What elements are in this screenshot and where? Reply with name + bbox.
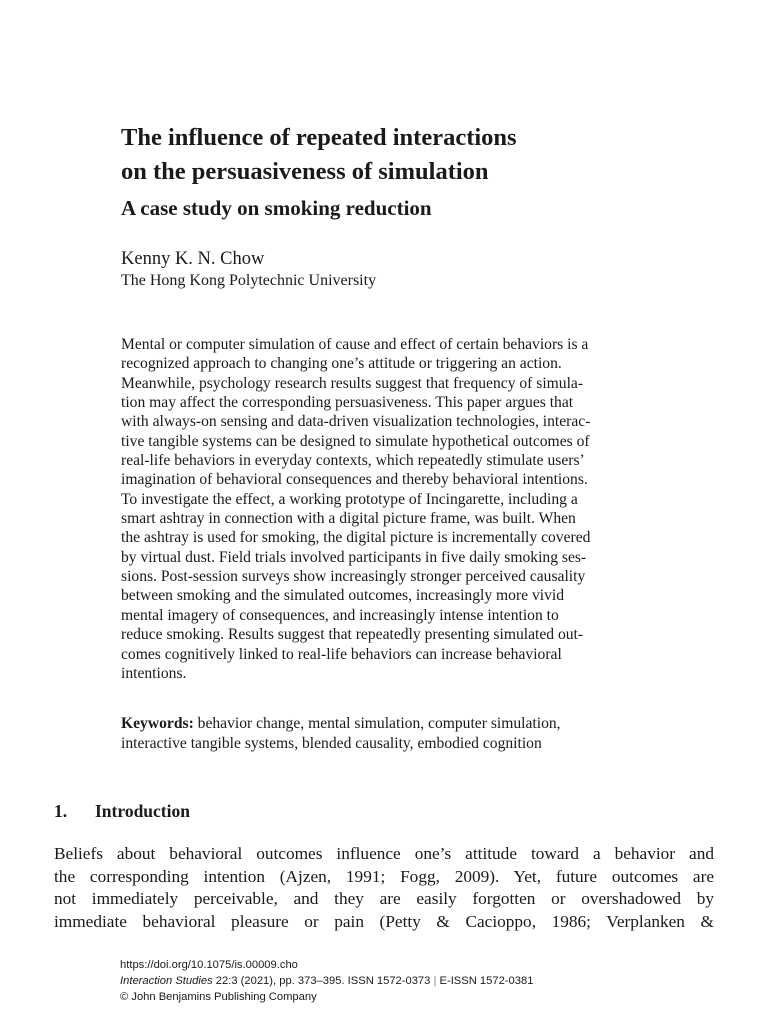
keywords: [121, 714, 681, 753]
body-paragraph: [54, 843, 714, 934]
abstract-line: mental imagery of consequences, and increasingly intense intention to: [121, 606, 559, 624]
eissn: E-ISSN 1572-0381: [439, 975, 534, 987]
citation-line: [120, 973, 533, 989]
abstract-line: imagination of behavioral consequences and thereby behavioral intentions.: [121, 471, 588, 489]
title-line: on the persuasiveness of simulation: [121, 158, 489, 185]
section-number: 1.: [54, 801, 68, 821]
author-name: Kenny K. N. Chow: [121, 249, 265, 269]
copyright-line: © John Benjamins Publishing Company: [120, 991, 317, 1003]
abstract-line: tive tangible systems can be designed to simulate hypothetical outcomes of: [121, 432, 590, 450]
abstract-line: intentions.: [121, 664, 187, 682]
title-line: The influence of repeated interactions: [121, 124, 517, 151]
keywords-text: interactive tangible systems, blended causality, embodied cognition: [121, 734, 542, 752]
article-title: [121, 121, 721, 189]
abstract-line: To investigate the effect, a working prototype of Incingarette, including a: [121, 490, 578, 508]
article-subtitle: A case study on smoking reduction: [121, 196, 432, 220]
body-line: Beliefs about behavioral outcomes influence one’s attitude toward a behavior and: [54, 844, 714, 863]
section-title: Introduction: [95, 801, 190, 821]
abstract-line: smart ashtray in connection with a digital picture frame, was built. When: [121, 510, 576, 528]
abstract-line: recognized approach to changing one’s attitude or triggering an action.: [121, 355, 562, 373]
abstract-line: real-life behaviors in everyday contexts, which repeatedly stimulate users’: [121, 452, 585, 470]
abstract-line: Mental or computer simulation of cause and effect of certain behaviors is a: [121, 336, 589, 353]
abstract-line: sions. Post-session surveys show increasingly stronger perceived causality: [121, 568, 586, 586]
keywords-line: [121, 714, 681, 734]
keywords-label: Keywords:: [121, 715, 194, 732]
page-footer: [120, 957, 533, 1005]
abstract-line: comes cognitively linked to real-life behaviors can increase behavioral: [121, 645, 562, 663]
section-heading: [54, 799, 190, 823]
abstract-line: Meanwhile, psychology research results suggest that frequency of simula-: [121, 374, 584, 392]
author-affiliation: The Hong Kong Polytechnic University: [121, 272, 377, 289]
body-line: immediate behavioral pleasure or pain (Petty & Cacioppo, 1986; Verplanken &: [54, 912, 714, 932]
abstract-line: between smoking and the simulated outcomes, increasingly more vivid: [121, 587, 565, 605]
abstract-line: tion may affect the corresponding persuasiveness. This paper argues that: [121, 394, 574, 412]
separator: |: [430, 975, 440, 987]
abstract: [121, 335, 681, 683]
body-line: not immediately perceivable, and they are easily forgotten or overshadowed by: [54, 889, 714, 909]
abstract-line: reduce smoking. Results suggest that repeatedly presenting simulated out-: [121, 626, 584, 644]
issn: ISSN 1572-0373: [347, 975, 431, 987]
body-line: the corresponding intention (Ajzen, 1991; Fogg, 2009). Yet, future outcomes are: [54, 866, 714, 886]
abstract-line: by virtual dust. Field trials involved participants in five daily smoking ses-: [121, 548, 587, 566]
journal-name: Interaction Studies: [120, 975, 213, 987]
abstract-line: the ashtray is used for smoking, the digital picture is incrementally covered: [121, 529, 591, 547]
abstract-line: with always-on sensing and data-driven visualization technologies, interac-: [121, 413, 591, 431]
doi-link[interactable]: https://doi.org/10.1075/is.00009.cho: [120, 959, 298, 971]
citation-details: 22:3 (2021), pp. 373–395.: [212, 975, 348, 987]
keywords-text: behavior change, mental simulation, computer simulation,: [193, 715, 561, 732]
